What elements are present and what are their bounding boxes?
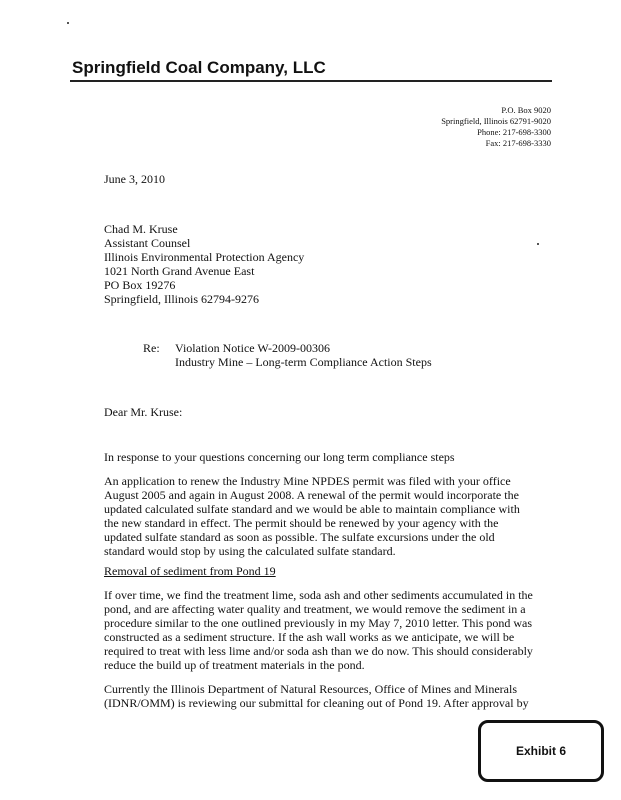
para2-line: constructed as a sediment structure. If the ash wall works as we anticipate, we will be	[104, 630, 515, 644]
exhibit-label: Exhibit 6	[515, 744, 566, 758]
para1-line: updated sulfate standard as soon as possible. The sulfate excursions under the old	[104, 530, 495, 544]
para1-line: August 2005 and again in August 2008. A renewal of the permit would incorporate the	[104, 488, 519, 502]
para1-line: An application to renew the Industry Mine NPDES permit was filed with your office	[104, 474, 511, 488]
recipient-line: Illinois Environmental Protection Agency	[104, 250, 305, 264]
address-line: Springfield, Illinois 62791-9020	[441, 116, 551, 126]
exhibit-stamp	[478, 720, 604, 782]
para1-line: updated calculated sulfate standard and we would be able to maintain compliance with	[104, 502, 520, 516]
address-line: P.O. Box 9020	[501, 105, 551, 115]
recipient-line: Springfield, Illinois 62794-9276	[104, 292, 259, 306]
section-heading: Removal of sediment from Pond 19	[104, 564, 276, 578]
company-name: Springfield Coal Company, LLC	[72, 58, 326, 77]
recipient-line: PO Box 19276	[104, 278, 176, 292]
para2-line: pond, and are affecting water quality and treatment, we would remove the sediment in a	[104, 602, 526, 616]
para1-line: the new standard in effect. The permit should be renewed by your agency with the	[104, 516, 499, 530]
scan-speck	[537, 243, 539, 245]
letterhead-rule	[70, 80, 552, 82]
para2-line: reduce the build up of treatment materials in the pond.	[104, 658, 365, 672]
para2-line: If over time, we find the treatment lime, soda ash and other sediments accumulated in the	[104, 588, 533, 602]
fax-line: Fax: 217-698-3330	[485, 138, 551, 148]
recipient-line: 1021 North Grand Avenue East	[104, 264, 255, 278]
salutation: Dear Mr. Kruse:	[104, 405, 183, 419]
intro-line: In response to your questions concerning our long term compliance steps	[104, 450, 455, 464]
para1-line: standard would stop by using the calculated sulfate standard.	[104, 544, 396, 558]
re-line: Violation Notice W-2009-00306	[175, 341, 331, 355]
letter-date: June 3, 2010	[104, 172, 165, 186]
para3-line: (IDNR/OMM) is reviewing our submittal for cleaning out of Pond 19. After approval by	[104, 696, 529, 710]
para2-line: required to treat with less lime and/or soda ash than we do now. This should considerably	[104, 644, 533, 658]
company-address	[441, 105, 551, 149]
recipient-line: Assistant Counsel	[104, 236, 191, 250]
recipient-line: Chad M. Kruse	[104, 222, 178, 236]
phone-line: Phone: 217-698-3300	[477, 127, 551, 137]
scan-speck	[67, 22, 69, 24]
re-line: Industry Mine – Long-term Compliance Action Steps	[175, 355, 432, 369]
para2-line: procedure similar to the one outlined previously in my May 7, 2010 letter. This pond was	[104, 616, 533, 630]
para3-line: Currently the Illinois Department of Natural Resources, Office of Mines and Minerals	[104, 682, 517, 696]
re-label: Re:	[143, 341, 160, 355]
